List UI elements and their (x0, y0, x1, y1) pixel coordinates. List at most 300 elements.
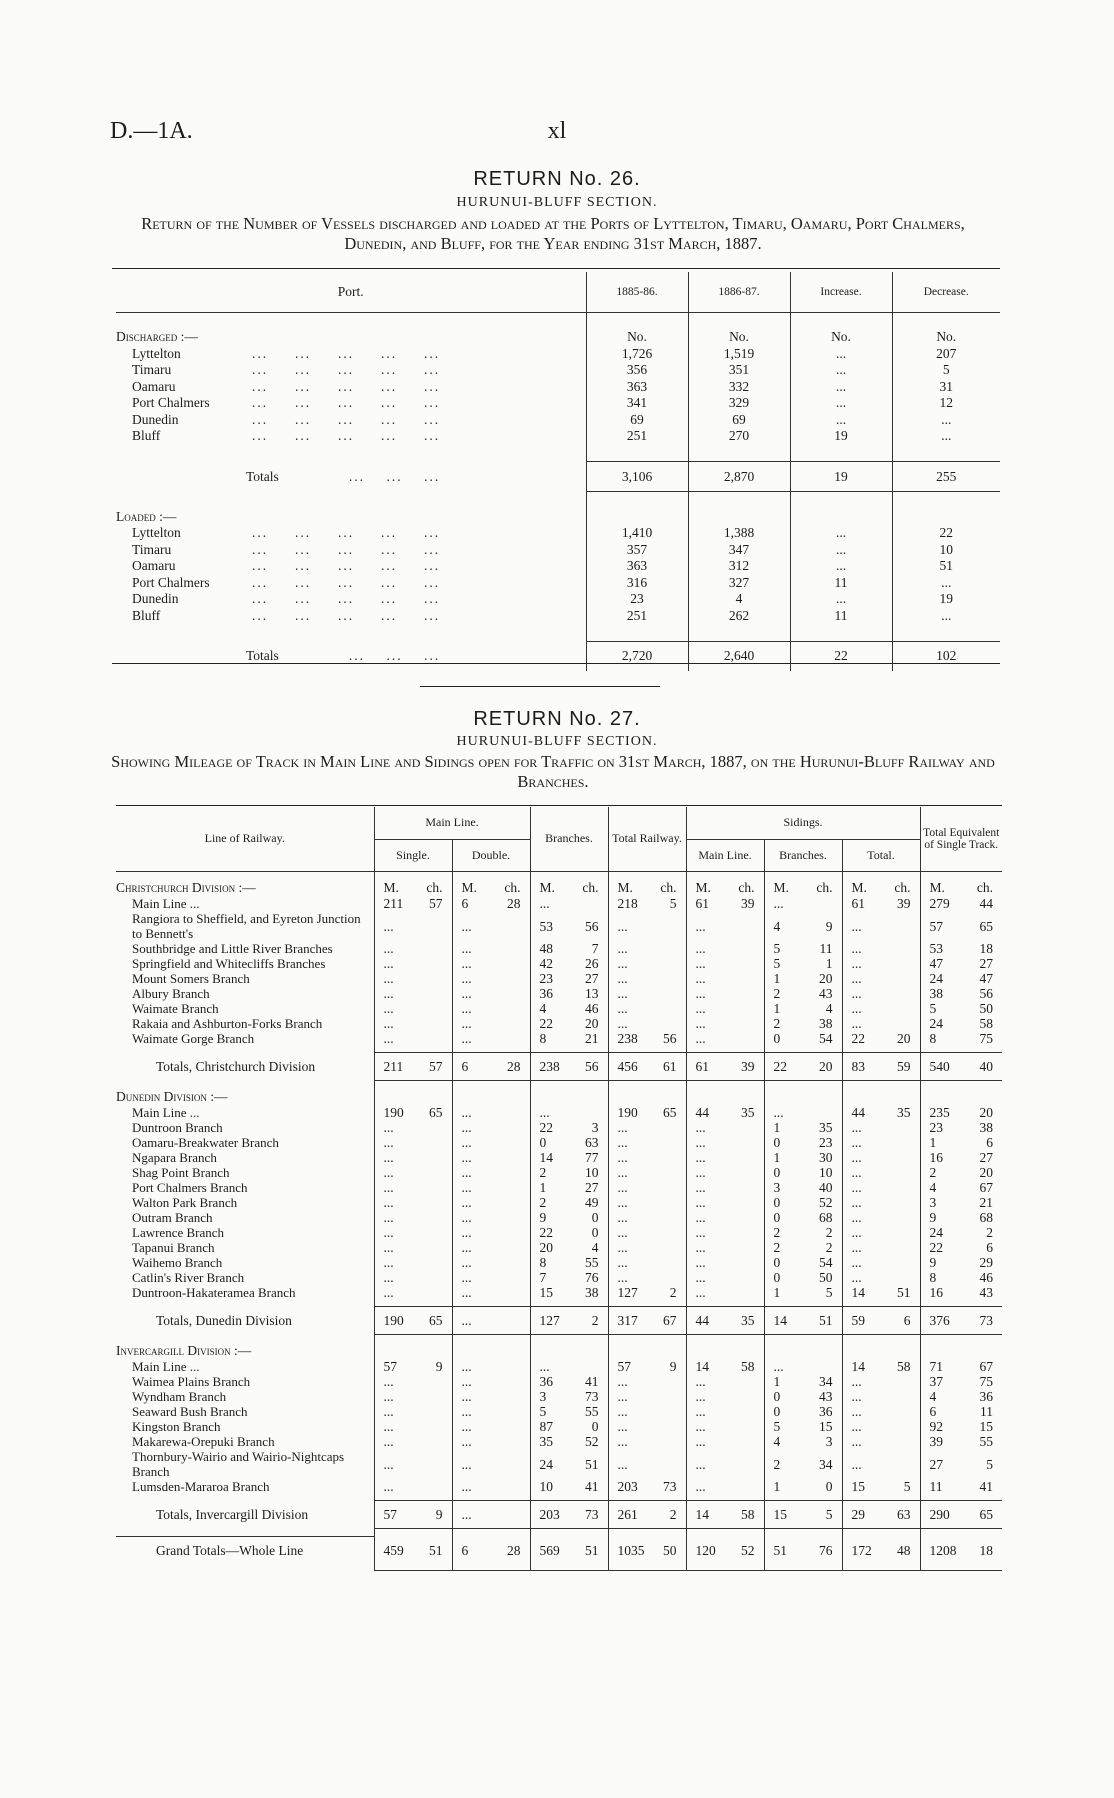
chains: 50 (979, 1001, 993, 1016)
mileage-cell (452, 1479, 530, 1494)
miles: 44 (851, 1105, 865, 1120)
mileage-cell (374, 1225, 452, 1240)
chains: 56 (585, 918, 599, 934)
value-cell: 10 (892, 542, 1000, 559)
mileage-cell (374, 941, 452, 956)
total-cell: 2,720 (586, 641, 688, 671)
chains: 36 (819, 1404, 833, 1419)
chains: 46 (979, 1270, 993, 1285)
chains: 65 (429, 1105, 443, 1120)
miles: ... (461, 1285, 472, 1300)
mileage-cell (374, 1285, 452, 1300)
miles: ... (617, 1456, 628, 1472)
port-label: Timaru (132, 541, 172, 557)
unit-cell (842, 1088, 920, 1105)
mileage-cell (374, 986, 452, 1001)
miles: 2 (773, 1225, 781, 1240)
chains: 58 (741, 1359, 755, 1374)
miles: 6 (461, 896, 469, 911)
mileage-cell (920, 911, 1002, 941)
chains: 0 (591, 1225, 599, 1240)
mileage-cell (452, 956, 530, 971)
mileage-cell (920, 1449, 1002, 1479)
mileage-cell (686, 941, 764, 956)
miles: ... (461, 1434, 472, 1449)
mileage-cell (452, 1434, 530, 1449)
mileage-cell (608, 1449, 686, 1479)
mileage-cell (608, 986, 686, 1001)
value-cell: ... (790, 525, 892, 542)
col-sid-branches: Branches. (764, 839, 842, 871)
miles: 51 (773, 1542, 787, 1558)
miles: 24 (929, 1225, 943, 1240)
mileage-cell (920, 1434, 1002, 1449)
miles: ... (461, 1506, 472, 1522)
mileage-cell (530, 1105, 608, 1120)
miles: 15 (851, 1479, 865, 1494)
miles: ... (617, 1001, 628, 1016)
port-name: Timaru ... ... ... ... ... (132, 362, 441, 378)
value-cell: 11 (790, 608, 892, 625)
miles: ... (695, 1270, 706, 1285)
mileage-cell (530, 1359, 608, 1374)
miles: 1 (773, 1150, 781, 1165)
miles: ... (461, 1135, 472, 1150)
miles: 8 (539, 1031, 547, 1046)
mileage-cell (686, 1374, 764, 1389)
mileage-cell (920, 1359, 1002, 1374)
miles: 317 (617, 1312, 638, 1328)
value-cell: ... (790, 395, 892, 412)
miles: ... (695, 1195, 706, 1210)
port-name: Bluff ... ... ... ... ... (132, 607, 441, 623)
unit-label: No. (586, 329, 688, 346)
miles: ... (851, 956, 862, 971)
value-cell: 1,388 (688, 525, 790, 542)
miles: 0 (773, 1165, 781, 1180)
miles: 59 (851, 1312, 865, 1328)
port-row (116, 558, 1000, 575)
mileage-cell (374, 1165, 452, 1180)
chains: 9 (669, 1359, 677, 1374)
value-cell: ... (790, 558, 892, 575)
miles: ... (851, 1419, 862, 1434)
chains: 51 (585, 1456, 599, 1472)
miles: ... (461, 986, 472, 1001)
unit-cell (842, 1342, 920, 1359)
col-increase: Increase. (790, 272, 892, 312)
unit-cell (686, 1342, 764, 1359)
miles: 9 (929, 1210, 937, 1225)
unit-cell (608, 1342, 686, 1359)
railway-row (116, 1285, 1002, 1300)
col-sidings: Sidings. (686, 807, 920, 839)
chains: 15 (979, 1419, 993, 1434)
miles: ... (617, 918, 628, 934)
mileage-cell (530, 1052, 608, 1080)
miles: ... (851, 1389, 862, 1404)
miles: ... (383, 1479, 394, 1494)
miles: 0 (773, 1270, 781, 1285)
mileage-cell (608, 956, 686, 971)
unit-miles: M. (539, 880, 555, 895)
chains: 7 (591, 941, 599, 956)
chains: 18 (979, 941, 993, 956)
mileage-cell (920, 1374, 1002, 1389)
mileage-cell (686, 1105, 764, 1120)
miles: 1 (773, 1479, 781, 1494)
mileage-cell (842, 1105, 920, 1120)
railway-name: Walton Park Branch (132, 1195, 238, 1210)
mileage-cell (608, 1105, 686, 1120)
mileage-cell (608, 1135, 686, 1150)
mileage-cell (842, 1031, 920, 1046)
chains: 59 (897, 1058, 911, 1074)
port-label: Dunedin (132, 411, 179, 427)
chains: 56 (663, 1031, 677, 1046)
miles: ... (617, 1374, 628, 1389)
mileage-cell (920, 1031, 1002, 1046)
mileage-cell (452, 1120, 530, 1135)
mileage-cell (764, 1016, 842, 1031)
port-name: Oamaru ... ... ... ... ... (132, 378, 441, 394)
value-cell: 5 (892, 362, 1000, 379)
mileage-cell (530, 911, 608, 941)
mileage-cell (764, 971, 842, 986)
unit-label: No. (790, 329, 892, 346)
railway-name: Springfield and Whitecliffs Branches (132, 956, 326, 971)
total-cell: 255 (892, 462, 1000, 492)
chains: 34 (819, 1374, 833, 1389)
mileage-cell (842, 911, 920, 941)
mileage-cell (608, 1240, 686, 1255)
chains: 27 (585, 971, 599, 986)
miles: 8 (539, 1255, 547, 1270)
miles: 57 (383, 1506, 397, 1522)
mileage-cell (920, 1536, 1002, 1564)
mileage-cell (920, 1404, 1002, 1419)
mileage-cell (686, 956, 764, 971)
railway-row (116, 1225, 1002, 1240)
mileage-cell (686, 1359, 764, 1374)
port-label: Bluff (132, 428, 161, 444)
miles: ... (851, 1210, 862, 1225)
unit-miles: M. (773, 880, 789, 895)
mileage-cell (608, 1001, 686, 1016)
chains: 5 (903, 1479, 911, 1494)
mileage-cell (530, 1255, 608, 1270)
mileage-cell (608, 941, 686, 956)
chains: 57 (429, 1058, 443, 1074)
mileage-table (116, 807, 1002, 1571)
miles: 218 (617, 896, 638, 911)
miles: ... (695, 1210, 706, 1225)
col-decrease: Decrease. (892, 272, 1000, 312)
port-row (116, 608, 1000, 625)
miles: ... (851, 1016, 862, 1031)
unit-chains: ch. (738, 880, 755, 895)
railway-name: Mount Somers Branch (132, 971, 250, 986)
railway-name: Waimate Branch (132, 1001, 219, 1016)
chains: 63 (897, 1506, 911, 1522)
mileage-cell (608, 1285, 686, 1300)
railway-name: Duntroon Branch (132, 1120, 223, 1135)
unit-cell (530, 1088, 608, 1105)
col-1886: 1886-87. (688, 272, 790, 312)
mileage-cell (842, 1052, 920, 1080)
mileage-cell (920, 1306, 1002, 1334)
mileage-cell (374, 1449, 452, 1479)
value-cell: 4 (688, 591, 790, 608)
mileage-cell (842, 1016, 920, 1031)
miles: 1 (929, 1135, 937, 1150)
miles: 4 (539, 1001, 547, 1016)
railway-row (116, 1255, 1002, 1270)
railway-row (116, 1180, 1002, 1195)
miles: 27 (929, 1456, 943, 1472)
chains: 28 (507, 1542, 521, 1558)
mileage-cell (452, 1306, 530, 1334)
miles: ... (617, 1270, 628, 1285)
miles: 15 (773, 1506, 787, 1522)
total-cell: 102 (892, 641, 1000, 671)
miles: 15 (539, 1285, 553, 1300)
chains: 6 (986, 1240, 993, 1255)
miles: 203 (617, 1479, 638, 1494)
miles: 5 (929, 1001, 937, 1016)
miles: 22 (929, 1240, 943, 1255)
mileage-cell (920, 1105, 1002, 1120)
mileage-cell (452, 1270, 530, 1285)
railway-name: Port Chalmers Branch (132, 1180, 248, 1195)
unit-chains: ch. (582, 880, 599, 895)
mileage-cell (608, 1225, 686, 1240)
chains: 6 (986, 1135, 993, 1150)
miles: 1 (773, 1001, 781, 1016)
col-branches: Branches. (530, 807, 608, 871)
railway-name: Waimea Plains Branch (132, 1374, 251, 1389)
mileage-cell (374, 1434, 452, 1449)
mileage-cell (686, 1225, 764, 1240)
mileage-cell (686, 1255, 764, 1270)
chains: 57 (429, 896, 443, 911)
miles: 24 (929, 1016, 943, 1031)
mileage-cell (530, 1150, 608, 1165)
miles: 16 (929, 1285, 943, 1300)
chains: 73 (663, 1479, 677, 1494)
mileage-cell (686, 1180, 764, 1195)
miles: 8 (929, 1270, 937, 1285)
chains: 5 (669, 896, 677, 911)
unit-cell (842, 879, 920, 896)
miles: 22 (539, 1225, 553, 1240)
mileage-cell (452, 1210, 530, 1225)
unit-chains: ch. (504, 880, 521, 895)
chains: 0 (825, 1479, 833, 1494)
chains: 2 (986, 1225, 993, 1240)
value-cell: 31 (892, 379, 1000, 396)
mileage-cell (842, 1195, 920, 1210)
mileage-cell (764, 1255, 842, 1270)
chains: 20 (585, 1016, 599, 1031)
mileage-cell (764, 1135, 842, 1150)
chains: 23 (819, 1135, 833, 1150)
unit-cell (374, 879, 452, 896)
mileage-cell (842, 1285, 920, 1300)
miles: ... (851, 918, 862, 934)
miles: ... (461, 1120, 472, 1135)
mileage-cell (842, 1240, 920, 1255)
railway-row (116, 1150, 1002, 1165)
chains: 65 (979, 1506, 993, 1522)
railway-name: Waimate Gorge Branch (132, 1031, 255, 1046)
miles: ... (695, 956, 706, 971)
miles: ... (383, 986, 394, 1001)
mileage-cell (452, 1285, 530, 1300)
mileage-cell (530, 1500, 608, 1528)
railway-row (116, 1359, 1002, 1374)
mileage-cell (764, 1210, 842, 1225)
mileage-cell (452, 941, 530, 956)
mileage-cell (374, 1052, 452, 1080)
miles: ... (617, 941, 628, 956)
port-row (116, 362, 1000, 379)
mileage-cell (686, 911, 764, 941)
mileage-cell (452, 896, 530, 911)
unit-miles: M. (851, 880, 867, 895)
mileage-cell (686, 1210, 764, 1225)
mileage-cell (920, 1180, 1002, 1195)
unit-chains: ch. (976, 880, 993, 895)
unit-cell (764, 1088, 842, 1105)
value-cell: 363 (586, 379, 688, 396)
miles: ... (695, 1031, 706, 1046)
chains: 50 (819, 1270, 833, 1285)
chains: 35 (897, 1105, 911, 1120)
chains: 13 (585, 986, 599, 1001)
col-sid-total: Total. (842, 839, 920, 871)
mileage-cell (920, 1150, 1002, 1165)
miles: ... (617, 986, 628, 1001)
chains: 40 (979, 1058, 993, 1074)
port-name: Oamaru ... ... ... ... ... (132, 558, 441, 574)
chains: 4 (825, 1001, 833, 1016)
division-heading: Invercargill Division :— (116, 1343, 252, 1358)
chains: 65 (979, 918, 993, 934)
mileage-cell (452, 1016, 530, 1031)
miles: 2 (539, 1165, 547, 1180)
chains: 52 (585, 1434, 599, 1449)
division-totals-row (116, 1306, 1002, 1334)
unit-label: No. (688, 329, 790, 346)
miles: ... (695, 1180, 706, 1195)
miles: ... (695, 941, 706, 956)
chains: 2 (669, 1506, 677, 1522)
miles: ... (695, 1404, 706, 1419)
value-cell: 207 (892, 346, 1000, 363)
chains: 43 (979, 1285, 993, 1300)
miles: ... (539, 896, 550, 911)
mileage-cell (608, 1306, 686, 1334)
chains: 28 (507, 896, 521, 911)
mileage-cell (842, 1374, 920, 1389)
miles: ... (383, 1456, 394, 1472)
mileage-cell (452, 1500, 530, 1528)
mileage-cell (686, 1500, 764, 1528)
mileage-cell (842, 896, 920, 911)
railway-row (116, 1165, 1002, 1180)
miles: 36 (539, 1374, 553, 1389)
mileage-cell (608, 1404, 686, 1419)
mileage-cell (608, 911, 686, 941)
unit-chains: ch. (894, 880, 911, 895)
miles: ... (851, 1225, 862, 1240)
railway-name: Waihemo Branch (132, 1255, 223, 1270)
chains: 43 (819, 986, 833, 1001)
value-cell: 1,410 (586, 525, 688, 542)
miles: 2 (539, 1195, 547, 1210)
mileage-cell (374, 1306, 452, 1334)
chains: 50 (663, 1542, 677, 1558)
mileage-cell (686, 971, 764, 986)
mileage-cell (374, 1500, 452, 1528)
mileage-cell (374, 1210, 452, 1225)
mileage-cell (920, 1210, 1002, 1225)
value-cell: ... (790, 542, 892, 559)
port-name: Lyttelton ... ... ... ... ... (132, 525, 441, 541)
mileage-cell (374, 1536, 452, 1564)
mileage-cell (764, 1359, 842, 1374)
miles: ... (383, 1195, 394, 1210)
mileage-cell (764, 1150, 842, 1165)
value-cell: 312 (688, 558, 790, 575)
chains: 63 (585, 1135, 599, 1150)
mileage-cell (920, 1479, 1002, 1494)
mileage-cell (686, 1195, 764, 1210)
miles: ... (695, 1255, 706, 1270)
mileage-cell (842, 1270, 920, 1285)
miles: 42 (539, 956, 553, 971)
mileage-cell (764, 1536, 842, 1564)
value-cell: 251 (586, 608, 688, 625)
miles: 127 (617, 1285, 638, 1300)
railway-name: Main Line ... (132, 1105, 200, 1120)
mileage-cell (452, 1225, 530, 1240)
mileage-cell (608, 1180, 686, 1195)
miles: 203 (539, 1506, 560, 1522)
chains: 2 (591, 1312, 599, 1328)
miles: 2 (929, 1165, 937, 1180)
miles: ... (617, 1389, 628, 1404)
chains: 54 (819, 1031, 833, 1046)
chains: 51 (897, 1285, 911, 1300)
total-cell: 2,870 (688, 462, 790, 492)
unit-chains: ch. (426, 880, 443, 895)
railway-name: Shag Point Branch (132, 1165, 230, 1180)
chains: 56 (585, 1058, 599, 1074)
miles: ... (461, 1240, 472, 1255)
col-port: Port. (116, 272, 586, 312)
railway-name: Duntroon-Hakateramea Branch (132, 1285, 296, 1300)
miles: ... (383, 1150, 394, 1165)
mileage-cell (920, 1225, 1002, 1240)
mileage-cell (608, 1016, 686, 1031)
miles: ... (695, 1389, 706, 1404)
mileage-cell (530, 1016, 608, 1031)
value-cell: 351 (688, 362, 790, 379)
col-line-of-railway: Line of Railway. (116, 807, 374, 871)
mileage-cell (842, 1306, 920, 1334)
